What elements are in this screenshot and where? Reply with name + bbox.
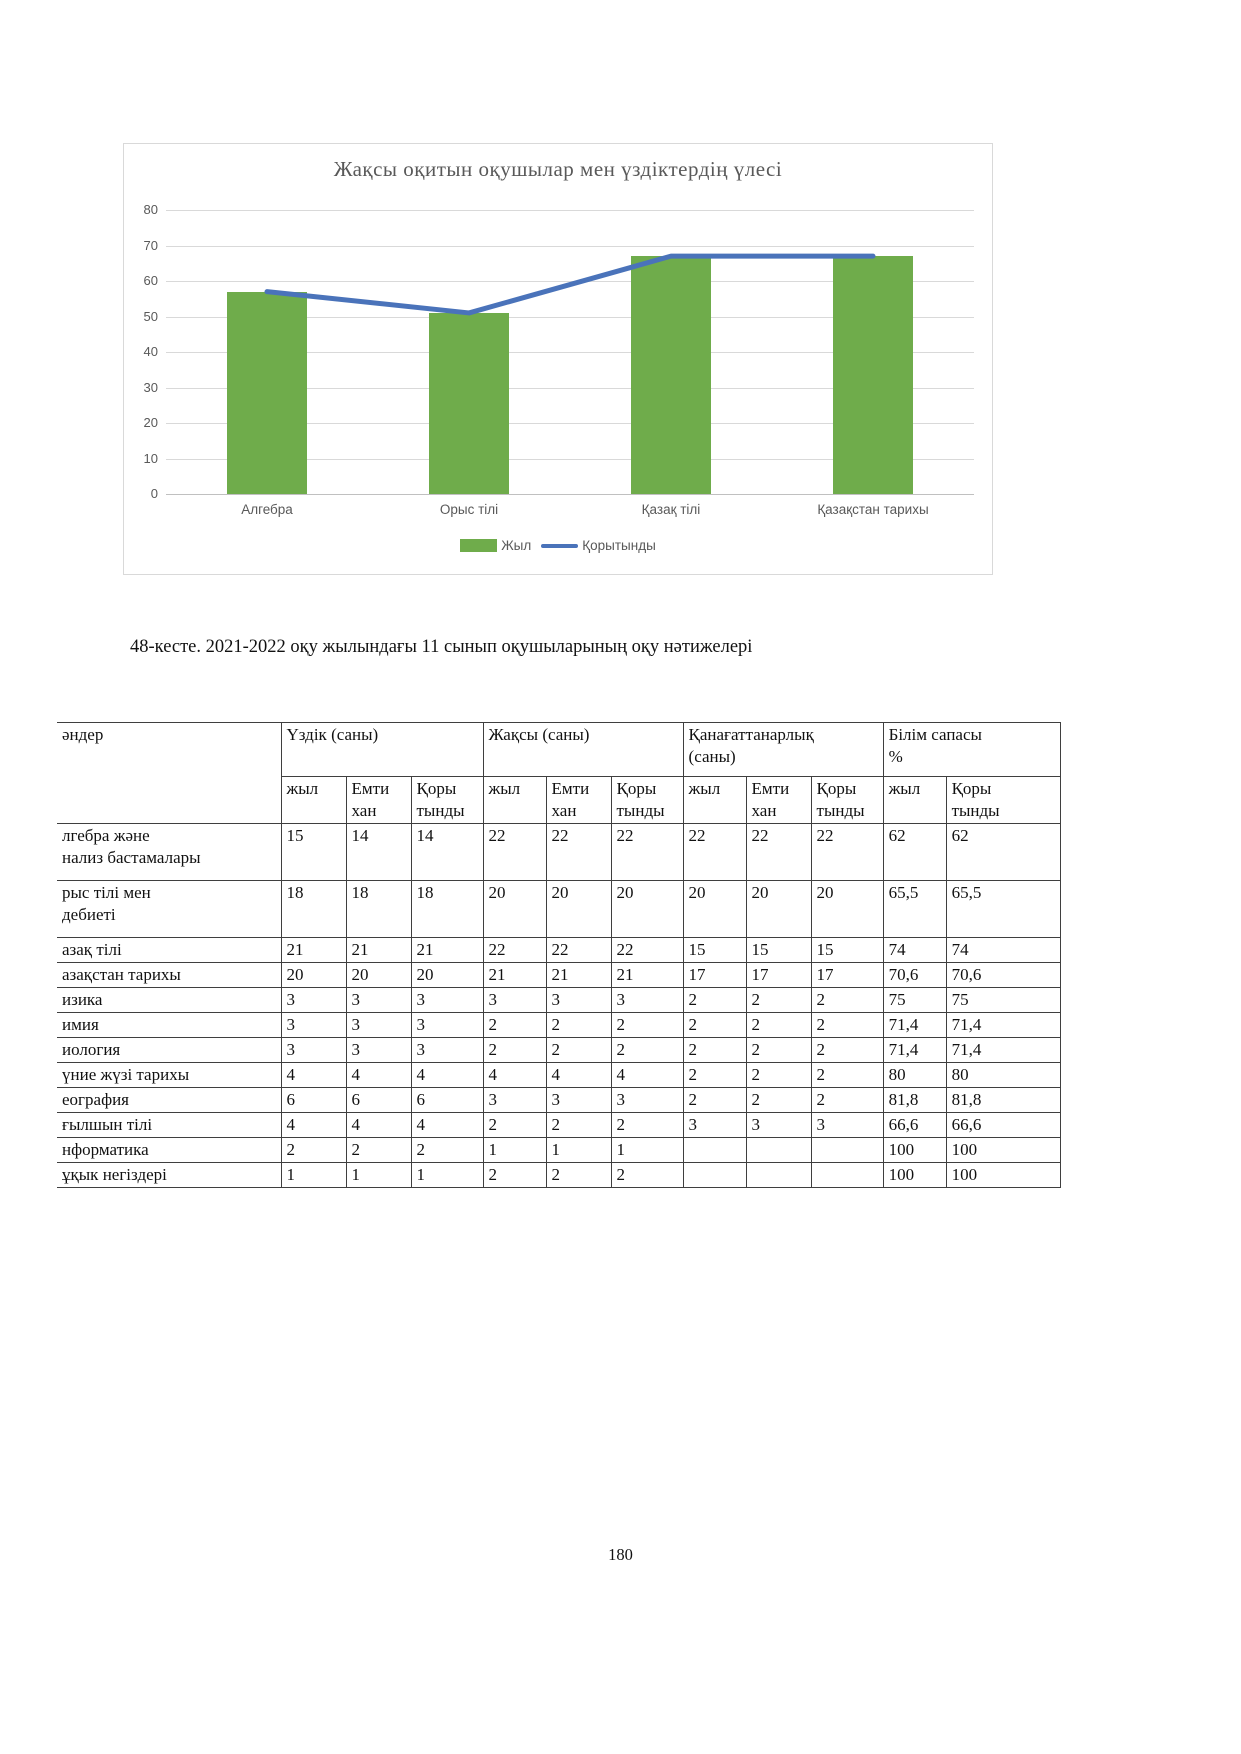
- page-number: 180: [608, 1545, 633, 1564]
- y-axis-label: 40: [143, 344, 158, 359]
- x-axis-label: Қазақ тілі: [641, 502, 701, 517]
- table-cell: 4: [281, 1063, 346, 1088]
- row-label: ұқык негіздері: [57, 1163, 281, 1188]
- table-cell: 3: [346, 1038, 411, 1063]
- x-axis-label: Орыс тілі: [439, 502, 499, 517]
- table-cell: 15: [281, 824, 346, 881]
- table-cell: 2: [746, 988, 811, 1013]
- row-label: имия: [57, 1013, 281, 1038]
- table-cell: 81,8: [946, 1088, 1060, 1113]
- sub-column-header: Қоры тынды: [411, 777, 483, 824]
- table-caption: 48-кесте. 2021-2022 оқу жылындағы 11 сынып оқушыларының оқу нәтижелері: [130, 637, 753, 657]
- table-cell: [683, 1163, 746, 1188]
- subjects-column-header: әндер: [57, 723, 281, 824]
- table-cell: 21: [281, 938, 346, 963]
- table-cell: 2: [811, 1013, 883, 1038]
- table-cell: 71,4: [946, 1013, 1060, 1038]
- table-row: [57, 963, 1060, 988]
- table-cell: 17: [746, 963, 811, 988]
- table-cell: 62: [946, 824, 1060, 881]
- table-cell: 22: [611, 824, 683, 881]
- table-cell: 2: [683, 988, 746, 1013]
- row-label: үние жүзі тарихы: [57, 1063, 281, 1088]
- table-cell: 75: [946, 988, 1060, 1013]
- row-label: рыс тілі мен дебиеті: [57, 881, 281, 938]
- sub-column-header: Қоры тынды: [946, 777, 1060, 824]
- line-series: [166, 210, 974, 494]
- table-cell: 4: [346, 1063, 411, 1088]
- row-label: изика: [57, 988, 281, 1013]
- sub-column-header: жыл: [483, 777, 546, 824]
- table-cell: 1: [546, 1138, 611, 1163]
- table-cell: 74: [946, 938, 1060, 963]
- column-group-header: Білім сапасы %: [883, 723, 1060, 777]
- sub-column-header: Қоры тынды: [811, 777, 883, 824]
- y-axis-label: 10: [143, 450, 158, 466]
- table-cell: 20: [346, 963, 411, 988]
- table-row: [57, 1163, 1060, 1188]
- table-cell: 22: [811, 824, 883, 881]
- table-cell: 2: [811, 1038, 883, 1063]
- table-row: [57, 1113, 1060, 1138]
- table-cell: 3: [281, 1038, 346, 1063]
- row-label: ғылшын тілі: [57, 1113, 281, 1138]
- table-cell: 2: [811, 988, 883, 1013]
- table-cell: 1: [411, 1163, 483, 1188]
- table-cell: 71,4: [946, 1038, 1060, 1063]
- chart-legend: [124, 538, 992, 553]
- table-cell: 4: [483, 1063, 546, 1088]
- table-cell: 3: [411, 1013, 483, 1038]
- table-cell: 3: [611, 1088, 683, 1113]
- row-label: иология: [57, 1038, 281, 1063]
- table-cell: 6: [346, 1088, 411, 1113]
- table-cell: 1: [611, 1138, 683, 1163]
- sub-column-header: Емти хан: [746, 777, 811, 824]
- table-cell: 22: [546, 938, 611, 963]
- table-cell: 3: [281, 1013, 346, 1038]
- table-cell: 2: [746, 1013, 811, 1038]
- y-axis-label: 50: [143, 308, 158, 324]
- table-cell: 22: [483, 938, 546, 963]
- column-group-header: Жақсы (саны): [483, 723, 683, 777]
- table-cell: 100: [883, 1138, 946, 1163]
- table-cell: 3: [411, 988, 483, 1013]
- table-cell: 3: [746, 1113, 811, 1138]
- column-group-header: Қанағаттанарлық (саны): [683, 723, 883, 777]
- table-cell: 2: [611, 1013, 683, 1038]
- table-row: [57, 988, 1060, 1013]
- table-cell: 3: [281, 988, 346, 1013]
- table-cell: 20: [746, 881, 811, 938]
- table-row: [57, 824, 1060, 881]
- x-axis-labels: [166, 502, 974, 517]
- table-cell: 22: [611, 938, 683, 963]
- table-cell: 2: [683, 1063, 746, 1088]
- table-cell: 22: [683, 824, 746, 881]
- table-cell: 2: [411, 1138, 483, 1163]
- table-cell: 100: [946, 1138, 1060, 1163]
- table-cell: 2: [483, 1163, 546, 1188]
- table-cell: 2: [811, 1088, 883, 1113]
- table-cell: 6: [411, 1088, 483, 1113]
- y-axis-label: 20: [143, 415, 158, 430]
- table-row: [57, 1063, 1060, 1088]
- table-cell: 3: [683, 1113, 746, 1138]
- table-cell: 18: [346, 881, 411, 938]
- column-group-header: Үздік (саны): [281, 723, 483, 777]
- table-row: [57, 1038, 1060, 1063]
- table-cell: [746, 1163, 811, 1188]
- table-cell: 80: [883, 1063, 946, 1088]
- y-axis-label: 60: [143, 273, 158, 288]
- table-cell: 66,6: [883, 1113, 946, 1138]
- table-cell: 6: [281, 1088, 346, 1113]
- table-cell: 2: [746, 1088, 811, 1113]
- table-cell: 3: [483, 1088, 546, 1113]
- table-cell: 21: [411, 938, 483, 963]
- table-cell: 1: [346, 1163, 411, 1188]
- table-cell: 2: [746, 1063, 811, 1088]
- table-cell: 3: [483, 988, 546, 1013]
- x-axis-label: Қазақстан тарихы: [817, 502, 929, 517]
- table-cell: 4: [346, 1113, 411, 1138]
- table-cell: 2: [611, 1163, 683, 1188]
- y-axis-label: 30: [143, 379, 158, 395]
- table-cell: 4: [281, 1113, 346, 1138]
- table-row: [57, 938, 1060, 963]
- sub-column-header: Емти хан: [346, 777, 411, 824]
- table-cell: 75: [883, 988, 946, 1013]
- table-cell: 66,6: [946, 1113, 1060, 1138]
- table-cell: 2: [546, 1163, 611, 1188]
- table-cell: 3: [546, 988, 611, 1013]
- table-cell: 20: [411, 963, 483, 988]
- sub-column-header: жыл: [883, 777, 946, 824]
- table-cell: 1: [483, 1138, 546, 1163]
- table-cell: 2: [683, 1013, 746, 1038]
- table-cell: 4: [611, 1063, 683, 1088]
- table-cell: 71,4: [883, 1013, 946, 1038]
- x-axis-label: Алгебра: [241, 502, 293, 517]
- table-cell: [746, 1138, 811, 1163]
- sub-column-header: жыл: [281, 777, 346, 824]
- table-cell: 4: [411, 1063, 483, 1088]
- table-row: [57, 1138, 1060, 1163]
- table-cell: 2: [611, 1038, 683, 1063]
- table-cell: 20: [483, 881, 546, 938]
- row-label: азақстан тарихы: [57, 963, 281, 988]
- y-axis-label: 80: [143, 202, 158, 217]
- table-cell: 20: [546, 881, 611, 938]
- table-cell: 2: [683, 1038, 746, 1063]
- table-cell: 2: [546, 1113, 611, 1138]
- table-cell: 21: [546, 963, 611, 988]
- table-cell: 4: [411, 1113, 483, 1138]
- table-cell: 65,5: [946, 881, 1060, 938]
- table-cell: 3: [811, 1113, 883, 1138]
- table-row: [57, 1088, 1060, 1113]
- table-cell: 17: [683, 963, 746, 988]
- table-cell: 3: [411, 1038, 483, 1063]
- table-cell: 17: [811, 963, 883, 988]
- legend-item-line: [541, 538, 656, 553]
- table-cell: 3: [346, 988, 411, 1013]
- legend-item-bar: [460, 538, 531, 553]
- table-row: [57, 881, 1060, 938]
- table-cell: 20: [811, 881, 883, 938]
- sub-column-header: жыл: [683, 777, 746, 824]
- table-cell: 100: [883, 1163, 946, 1188]
- legend-bar-label: Жыл: [501, 538, 532, 553]
- table-cell: 2: [683, 1088, 746, 1113]
- legend-line-swatch-icon: [541, 544, 578, 548]
- table-cell: 70,6: [883, 963, 946, 988]
- table-cell: 2: [811, 1063, 883, 1088]
- sub-column-header: Қоры тынды: [611, 777, 683, 824]
- table-cell: 21: [346, 938, 411, 963]
- table-cell: 21: [611, 963, 683, 988]
- legend-line-label: Қорытынды: [582, 538, 656, 553]
- table-cell: 22: [746, 824, 811, 881]
- table-cell: 2: [346, 1138, 411, 1163]
- table-cell: [683, 1138, 746, 1163]
- table-cell: 65,5: [883, 881, 946, 938]
- legend-bar-swatch-icon: [460, 539, 497, 552]
- line-path: [267, 256, 873, 313]
- row-label: лгебра және нализ бастамалары: [57, 824, 281, 881]
- row-label: нформатика: [57, 1138, 281, 1163]
- table-cell: 18: [281, 881, 346, 938]
- sub-column-header: Емти хан: [546, 777, 611, 824]
- chart-area: [123, 143, 993, 575]
- table-cell: 2: [483, 1038, 546, 1063]
- table-cell: 62: [883, 824, 946, 881]
- row-label: еография: [57, 1088, 281, 1113]
- table-cell: 2: [281, 1138, 346, 1163]
- row-label: азақ тілі: [57, 938, 281, 963]
- results-table: [57, 722, 1061, 1188]
- table-cell: 2: [611, 1113, 683, 1138]
- table-cell: 14: [346, 824, 411, 881]
- gridline: [166, 494, 974, 495]
- table-cell: 20: [683, 881, 746, 938]
- table-cell: 15: [683, 938, 746, 963]
- table-cell: 21: [483, 963, 546, 988]
- table-cell: 81,8: [883, 1088, 946, 1113]
- chart-title: Жақсы оқитын оқушылар мен үздіктердің үлесі: [333, 157, 783, 181]
- table-cell: 4: [546, 1063, 611, 1088]
- y-axis-label: 70: [143, 237, 158, 253]
- table-cell: 71,4: [883, 1038, 946, 1063]
- table-cell: 14: [411, 824, 483, 881]
- table-row: [57, 1013, 1060, 1038]
- table-cell: 15: [811, 938, 883, 963]
- table-cell: 3: [546, 1088, 611, 1113]
- table-cell: 2: [546, 1013, 611, 1038]
- table-cell: 3: [611, 988, 683, 1013]
- table-cell: 100: [946, 1163, 1060, 1188]
- table-cell: 15: [746, 938, 811, 963]
- table-cell: [811, 1138, 883, 1163]
- table-cell: [811, 1163, 883, 1188]
- table-cell: 74: [883, 938, 946, 963]
- table-cell: 1: [281, 1163, 346, 1188]
- table-cell: 2: [546, 1038, 611, 1063]
- table-cell: 80: [946, 1063, 1060, 1088]
- table-cell: 22: [546, 824, 611, 881]
- table-cell: 2: [483, 1013, 546, 1038]
- table-cell: 70,6: [946, 963, 1060, 988]
- table-cell: 18: [411, 881, 483, 938]
- table-cell: 2: [746, 1038, 811, 1063]
- table-cell: 3: [346, 1013, 411, 1038]
- table-cell: 20: [281, 963, 346, 988]
- table-cell: 2: [483, 1113, 546, 1138]
- table-cell: 20: [611, 881, 683, 938]
- y-axis-label: 0: [150, 486, 158, 501]
- table-cell: 22: [483, 824, 546, 881]
